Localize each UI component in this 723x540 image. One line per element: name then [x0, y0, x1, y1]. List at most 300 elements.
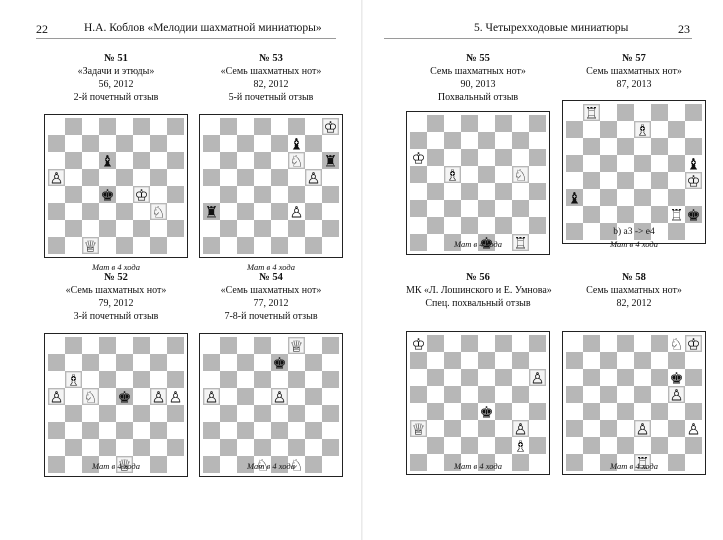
board-square	[634, 155, 651, 172]
board-square	[566, 403, 583, 420]
problem-source: «Семь шахматных нот»	[220, 66, 322, 77]
board-square	[203, 118, 220, 135]
board-square	[203, 220, 220, 237]
problem-source: «Задачи и этюды»	[77, 66, 155, 77]
stipulation: Мат в 4 хода	[92, 461, 140, 471]
white-pawn-icon	[686, 419, 700, 438]
stipulation: Мат в 4 хода	[454, 461, 502, 471]
problem-53	[199, 52, 343, 272]
board-square	[271, 237, 288, 254]
board-square	[133, 203, 150, 220]
board-square	[99, 220, 116, 237]
board-square	[271, 405, 288, 422]
white-knight-icon	[513, 165, 527, 184]
board-square	[220, 237, 237, 254]
board-square	[82, 169, 99, 186]
problem-caption	[44, 52, 188, 104]
problem-number: № 56	[466, 272, 490, 283]
board-square	[583, 155, 600, 172]
problem-number: № 55	[466, 53, 490, 64]
board-square	[427, 149, 444, 166]
board-square	[167, 186, 184, 203]
board-square	[583, 206, 600, 223]
board-square	[651, 172, 668, 189]
board-square	[322, 237, 339, 254]
board-square	[495, 437, 512, 454]
board-square	[288, 388, 305, 405]
board-square	[566, 352, 583, 369]
board-square	[444, 335, 461, 352]
board-square	[237, 186, 254, 203]
board-square	[634, 386, 651, 403]
board-square	[444, 183, 461, 200]
board-square	[444, 352, 461, 369]
white-bishop-icon	[445, 165, 459, 184]
board-square	[478, 386, 495, 403]
board-square	[478, 437, 495, 454]
board-square	[237, 169, 254, 186]
board-square	[478, 166, 495, 183]
board-square	[133, 337, 150, 354]
board-square	[48, 203, 65, 220]
board-square	[529, 183, 546, 200]
board-square	[167, 337, 184, 354]
board-square	[566, 369, 583, 386]
board-square	[305, 422, 322, 439]
board-square	[65, 220, 82, 237]
board-square	[116, 439, 133, 456]
board-square	[685, 121, 702, 138]
board-square	[133, 388, 150, 405]
board-square	[82, 337, 99, 354]
problem-year: 56, 2012	[98, 79, 134, 90]
white-king-icon	[411, 148, 425, 167]
board-square	[322, 203, 339, 220]
board-square	[322, 135, 339, 152]
board-square	[566, 206, 583, 223]
board-square	[150, 118, 167, 135]
board-square	[220, 169, 237, 186]
stipulation: Мат в 4 хода	[610, 239, 658, 249]
board-square	[116, 118, 133, 135]
board-square	[150, 354, 167, 371]
board-square	[529, 352, 546, 369]
board-square	[600, 420, 617, 437]
board-square	[220, 439, 237, 456]
board-square	[271, 220, 288, 237]
board-square	[529, 335, 546, 352]
board-square	[167, 118, 184, 135]
board-square	[116, 354, 133, 371]
board-square	[254, 405, 271, 422]
board-square	[167, 354, 184, 371]
board-square	[203, 354, 220, 371]
board-square	[116, 237, 133, 254]
board-square	[478, 335, 495, 352]
board-square	[512, 352, 529, 369]
white-king-icon	[323, 118, 337, 136]
board-square	[529, 149, 546, 166]
board-square	[600, 335, 617, 352]
board-square	[82, 135, 99, 152]
board-square	[322, 439, 339, 456]
problem-year: 77, 2012	[253, 298, 289, 309]
board-square	[600, 155, 617, 172]
board-square	[167, 371, 184, 388]
board-square	[634, 172, 651, 189]
board-square	[220, 135, 237, 152]
chess-board	[406, 111, 550, 255]
black-rook-icon	[204, 202, 218, 221]
board-square	[461, 132, 478, 149]
board-square	[254, 220, 271, 237]
stipulation: Мат в 4 хода	[247, 262, 295, 272]
board-square	[410, 166, 427, 183]
board-square	[495, 166, 512, 183]
board-square	[668, 189, 685, 206]
right-page-number: 23	[678, 22, 690, 36]
board-square	[685, 104, 702, 121]
board-square	[305, 220, 322, 237]
board-square	[305, 118, 322, 135]
board-square	[99, 118, 116, 135]
board-square	[583, 121, 600, 138]
board-square	[600, 138, 617, 155]
board-square	[220, 118, 237, 135]
board-square	[685, 369, 702, 386]
board-square	[427, 352, 444, 369]
board-square	[410, 437, 427, 454]
board-square	[410, 183, 427, 200]
board-square	[512, 115, 529, 132]
board-square	[99, 371, 116, 388]
board-square	[150, 371, 167, 388]
board-square	[512, 403, 529, 420]
chess-board	[562, 100, 706, 244]
board-square	[600, 189, 617, 206]
board-square	[116, 220, 133, 237]
board-square	[65, 439, 82, 456]
board-square	[203, 439, 220, 456]
board-square	[237, 203, 254, 220]
stipulation: Мат в 4 хода	[454, 239, 502, 249]
white-queen-icon	[289, 337, 303, 355]
board-square	[150, 169, 167, 186]
board-square	[203, 337, 220, 354]
board-square	[322, 422, 339, 439]
stipulation: Мат в 4 хода	[247, 461, 295, 471]
black-king-icon	[100, 185, 114, 204]
board-square	[495, 403, 512, 420]
board-square	[651, 155, 668, 172]
white-rook-icon	[669, 205, 683, 224]
board-square	[529, 437, 546, 454]
board-square	[133, 354, 150, 371]
board-square	[427, 217, 444, 234]
board-square	[305, 152, 322, 169]
board-square	[617, 369, 634, 386]
board-square	[116, 371, 133, 388]
board-square	[583, 437, 600, 454]
white-bishop-icon	[513, 436, 527, 455]
problem-source: Семь шахматных нот»	[586, 285, 682, 296]
problem-number: № 58	[622, 272, 646, 283]
board-square	[495, 335, 512, 352]
problem-caption	[406, 52, 550, 104]
board-square	[254, 118, 271, 135]
board-square	[634, 369, 651, 386]
board-square	[237, 237, 254, 254]
board-square	[254, 169, 271, 186]
board-square	[566, 138, 583, 155]
board-square	[82, 203, 99, 220]
problem-number: № 54	[259, 272, 283, 283]
board-square	[65, 354, 82, 371]
board-square	[305, 237, 322, 254]
black-king-icon	[479, 402, 493, 421]
twin-condition: b) a3 -> e4	[613, 227, 655, 237]
board-square	[461, 420, 478, 437]
board-square	[150, 439, 167, 456]
board-square	[322, 337, 339, 354]
board-square	[65, 118, 82, 135]
board-square	[600, 104, 617, 121]
board-square	[634, 104, 651, 121]
board-square	[512, 149, 529, 166]
white-bishop-icon	[635, 120, 649, 139]
board-square	[583, 352, 600, 369]
black-king-icon	[686, 205, 700, 224]
board-square	[288, 186, 305, 203]
board-square	[305, 186, 322, 203]
board-square	[529, 132, 546, 149]
board-square	[288, 354, 305, 371]
board-square	[495, 420, 512, 437]
board-square	[461, 200, 478, 217]
chess-board	[406, 331, 550, 475]
white-pawn-icon	[49, 387, 63, 406]
problem-award: 7-8-й почетный отзыв	[224, 311, 318, 322]
board-square	[116, 422, 133, 439]
board-square	[167, 152, 184, 169]
problem-source: Семь шахматных нот»	[586, 66, 682, 77]
white-king-icon	[686, 171, 700, 190]
board-square	[48, 439, 65, 456]
board-square	[322, 388, 339, 405]
board-square	[461, 437, 478, 454]
board-square	[167, 422, 184, 439]
board-square	[495, 132, 512, 149]
board-square	[668, 403, 685, 420]
board-square	[634, 352, 651, 369]
board-square	[271, 439, 288, 456]
board-square	[651, 437, 668, 454]
white-queen-icon	[411, 419, 425, 438]
board-square	[254, 439, 271, 456]
board-square	[271, 186, 288, 203]
board-square	[99, 405, 116, 422]
problem-award: 3-й почетный отзыв	[73, 311, 159, 322]
board-square	[427, 403, 444, 420]
board-square	[512, 335, 529, 352]
board-square	[271, 371, 288, 388]
right-header-rule	[384, 38, 692, 39]
board-square	[617, 121, 634, 138]
board-square	[444, 403, 461, 420]
board-square	[150, 186, 167, 203]
board-square	[48, 186, 65, 203]
board-square	[410, 403, 427, 420]
board-square	[99, 337, 116, 354]
problem-source: «Семь шахматных нот»	[65, 285, 167, 296]
board-square	[150, 422, 167, 439]
board-square	[322, 405, 339, 422]
board-square	[600, 121, 617, 138]
board-square	[322, 169, 339, 186]
board-square	[600, 369, 617, 386]
board-square	[254, 371, 271, 388]
white-king-icon	[134, 185, 148, 204]
black-bishop-icon	[100, 151, 114, 170]
board-square	[65, 169, 82, 186]
board-square	[600, 352, 617, 369]
problem-number: № 57	[622, 53, 646, 64]
board-square	[65, 237, 82, 254]
board-square	[600, 437, 617, 454]
board-square	[133, 237, 150, 254]
board-square	[271, 118, 288, 135]
board-square	[495, 200, 512, 217]
board-square	[444, 437, 461, 454]
board-square	[410, 386, 427, 403]
board-square	[444, 420, 461, 437]
board-square	[427, 166, 444, 183]
board-square	[478, 115, 495, 132]
problem-55	[406, 52, 550, 249]
board-square	[427, 420, 444, 437]
board-square	[617, 138, 634, 155]
board-square	[48, 405, 65, 422]
board-square	[99, 354, 116, 371]
board-square	[116, 337, 133, 354]
board-square	[566, 386, 583, 403]
board-square	[167, 203, 184, 220]
board-square	[133, 118, 150, 135]
board-square	[288, 220, 305, 237]
board-square	[651, 189, 668, 206]
chess-board-grid	[203, 337, 339, 473]
board-square	[583, 138, 600, 155]
board-square	[82, 354, 99, 371]
board-square	[617, 189, 634, 206]
board-square	[410, 217, 427, 234]
board-square	[254, 186, 271, 203]
problem-award: Похвальный отзыв	[437, 92, 519, 103]
board-square	[444, 115, 461, 132]
board-square	[133, 220, 150, 237]
board-square	[583, 335, 600, 352]
white-pawn-icon	[151, 387, 165, 406]
board-square	[237, 152, 254, 169]
board-square	[220, 152, 237, 169]
board-square	[566, 420, 583, 437]
board-square	[167, 135, 184, 152]
board-square	[254, 337, 271, 354]
board-square	[461, 217, 478, 234]
board-square	[48, 118, 65, 135]
board-square	[82, 405, 99, 422]
board-square	[478, 183, 495, 200]
black-rook-icon	[323, 151, 337, 170]
board-square	[529, 386, 546, 403]
white-knight-icon	[151, 202, 165, 221]
board-square	[617, 335, 634, 352]
board-square	[65, 337, 82, 354]
board-square	[150, 337, 167, 354]
board-square	[99, 203, 116, 220]
board-square	[668, 420, 685, 437]
board-square	[410, 200, 427, 217]
board-square	[495, 217, 512, 234]
board-square	[322, 371, 339, 388]
board-square	[512, 386, 529, 403]
board-square	[685, 403, 702, 420]
board-square	[288, 371, 305, 388]
chess-board-grid	[410, 115, 546, 251]
board-square	[305, 337, 322, 354]
chess-board-grid	[410, 335, 546, 471]
white-knight-icon	[83, 387, 97, 406]
black-bishop-icon	[567, 188, 581, 207]
board-square	[566, 104, 583, 121]
right-running-header: 5. Четырехходовые миниатюры	[474, 22, 629, 34]
board-square	[220, 354, 237, 371]
board-square	[288, 405, 305, 422]
board-square	[288, 237, 305, 254]
board-square	[288, 422, 305, 439]
board-square	[495, 183, 512, 200]
board-square	[99, 135, 116, 152]
board-square	[583, 172, 600, 189]
board-square	[305, 388, 322, 405]
problem-source: МК «Л. Лошинского и Е. Умнова»	[406, 285, 552, 296]
board-square	[444, 149, 461, 166]
board-square	[529, 166, 546, 183]
board-square	[427, 132, 444, 149]
board-square	[566, 155, 583, 172]
problem-number: № 52	[104, 272, 128, 283]
board-square	[583, 369, 600, 386]
problem-caption	[199, 271, 343, 323]
board-square	[150, 135, 167, 152]
board-square	[220, 388, 237, 405]
left-page-number: 22	[36, 22, 48, 36]
board-square	[478, 369, 495, 386]
board-square	[99, 388, 116, 405]
board-square	[254, 203, 271, 220]
chess-board-grid	[48, 118, 184, 254]
white-knight-icon	[289, 151, 303, 170]
board-square	[48, 422, 65, 439]
board-square	[65, 422, 82, 439]
problem-year: 87, 2013	[616, 79, 652, 90]
board-square	[82, 220, 99, 237]
board-square	[651, 386, 668, 403]
board-square	[427, 335, 444, 352]
board-square	[634, 189, 651, 206]
board-square	[600, 403, 617, 420]
board-square	[254, 135, 271, 152]
